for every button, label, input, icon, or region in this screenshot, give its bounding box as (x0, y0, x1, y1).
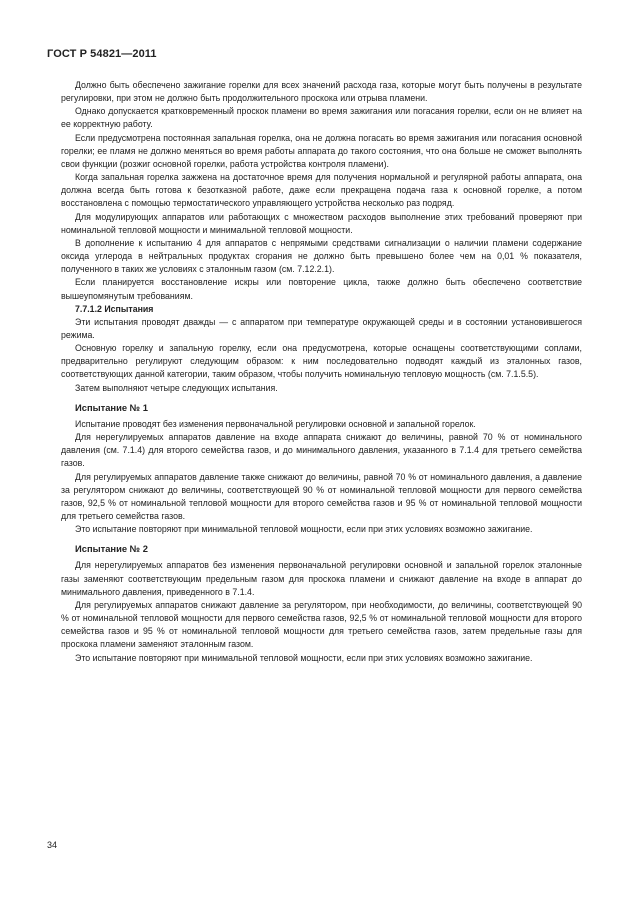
paragraph: В дополнение к испытанию 4 для аппаратов с непрямыми средствами сигнализации о наличии пламени содержание оксида углерода в нейтральных продуктах сгорания не должно быть превышено более чем на 0,01 % показателя, полученного в таких же условиях с эталонным газом (см. 7.12.2.1). (61, 237, 582, 275)
paragraph: Для нерегулируемых аппаратов давление на входе аппарата снижают до величины, равной 70 % от номинального давления (см. 7.1.4) для второго семейства газов, и до минимального давления, указанного в 7.1.4 для третьего семейства газов. (61, 432, 582, 469)
document-header: ГОСТ Р 54821—2011 (47, 48, 157, 60)
test2-heading: Испытание № 2 (75, 543, 148, 555)
section-heading-7712: 7.7.1.2 Испытания (75, 303, 154, 314)
paragraph: Для регулируемых аппаратов снижают давление за регулятором, при необходимости, до величины, соответствующей 90 % от номинальной тепловой мощности для первого семейства газов, 92,5 % от номинальной тепловой мощности для второго семейства газов и 95 % от номинальной тепловой мощности для третьего семейства газов, затем предельные газы для проскока пламени заменяют эталонным газом. (61, 599, 582, 650)
paragraph: Когда запальная горелка зажжена на достаточное время для получения нормальной и регулярной работы аппарата, она должна всегда быть готова к безотказной работе, даже если прекращена подача газа к основной горелке, а потом восстановлена с помощью термостатического управляющего устройства несколько раз подряд. (61, 172, 582, 209)
paragraph: Для регулируемых аппаратов давление также снижают до величины, равной 70 % от номинального давления, а давление за регулятором снижают до величины, соответствующей 90 % от номинальной тепловой мощности для первого семейства газов, 92,5 % от номинальной тепловой мощности для второго семейства газов и 95 % от номинальной тепловой мощности для третьего семейства газов. (61, 471, 582, 521)
paragraph: Если предусмотрена постоянная запальная горелка, она не должна погасать во время зажигания или погасания основной горелки; ее пламя не должно меняться во время работы аппарата до такого состояния, что она больше не сможет выполнять свои функции (розжиг основной горелки, работа устройства контроля пламени). (61, 132, 582, 169)
paragraph: Для нерегулируемых аппаратов без изменения первоначальной регулировки основной и запальной горелок эталонные газы заменяют соответствующим предельным газом для проскока пламени и снижают давление на входе в аппарат до минимального давления, приведенного в 7.1.4. (61, 560, 582, 597)
paragraph: Однако допускается кратковременный проскок пламени во время зажигания или погасания горелки, если он не влияет на ее корректную работу. (61, 106, 582, 130)
paragraph: Должно быть обеспечено зажигание горелки для всех значений расхода газа, которые могут быть получены в результате регулировки, при этом не должно быть продолжительного проскока или отрыва пламени. (61, 80, 582, 104)
document-body (61, 79, 582, 665)
test1-heading: Испытание № 1 (75, 401, 148, 413)
paragraph: Основную горелку и запальную горелку, если она предусмотрена, которые оснащены соответствующими соплами, предварительно регулируют следующим образом: к ним последовательно подводят каждый из эталонных газов, соответствующих данной категории, таким образом, чтобы получить номинальную тепловую мощность (см. 7.1.5.5). (61, 343, 582, 380)
paragraph: Для модулирующих аппаратов или работающих с множеством расходов выполнение этих требований проверяют при номинальной тепловой мощности и минимальной тепловой мощности. (61, 211, 582, 235)
paragraph: Эти испытания проводят дважды — с аппаратом при температуре окружающей среды и в состоянии установившегося режима. (61, 316, 582, 340)
page-number: 34 (47, 840, 58, 850)
paragraph: Это испытание повторяют при минимальной тепловой мощности, если при этих условиях возможно зажигание. (75, 524, 533, 535)
paragraph: Затем выполняют четыре следующих испытания. (75, 382, 278, 393)
paragraph: Если планируется восстановление искры или повторение цикла, также должно быть обеспечено соответствие вышеупомянутым требованиям. (61, 277, 582, 301)
paragraph: Это испытание повторяют при минимальной тепловой мощности, если при этих условиях возможно зажигание. (75, 652, 533, 663)
paragraph: Испытание проводят без изменения первоначальной регулировки основной и запальной горелок. (75, 418, 476, 429)
